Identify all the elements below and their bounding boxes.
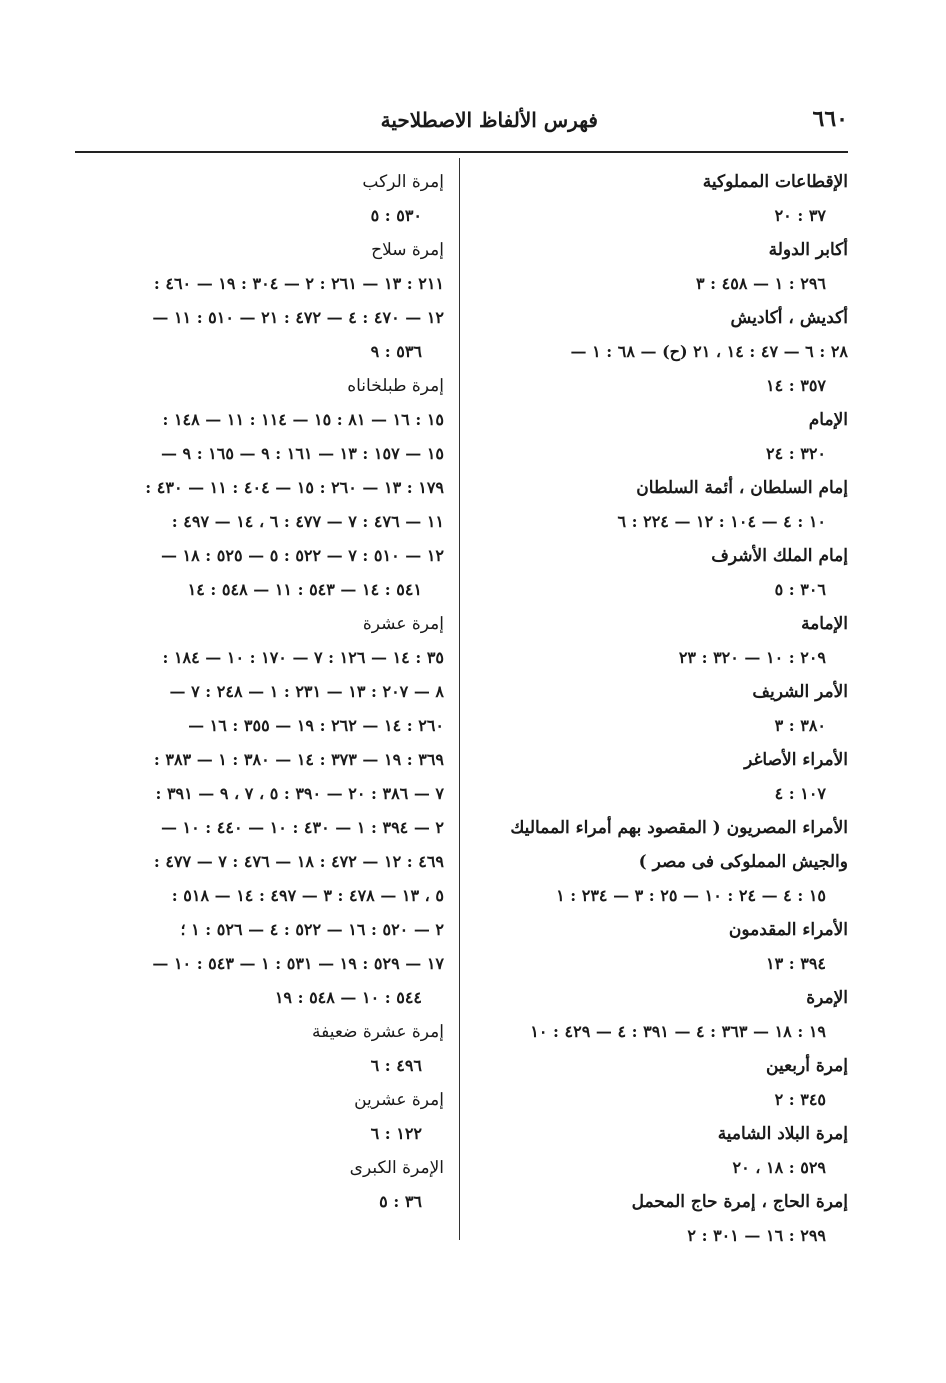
page-reference-line: ٢٩٩ : ١٦ — ٣٠١ : ٢ bbox=[687, 1226, 826, 1245]
page-reference-line: ٥٣٦ : ٩ bbox=[370, 342, 422, 361]
page-reference-line: ٣٨٠ : ٣ bbox=[774, 716, 826, 735]
index-term: الأمراء الأصاغر bbox=[744, 750, 848, 770]
index-column-left bbox=[72, 165, 444, 1219]
page-reference-line: ١٧ — ٥٢٩ : ١٩ — ٥٣١ : ١ — ٥٤٣ : ١٠ — bbox=[152, 954, 444, 973]
index-term: الإمامة bbox=[801, 614, 848, 634]
page-reference-line: ٥٢٩ : ١٨ ، ٢٠ bbox=[732, 1158, 826, 1177]
page-reference-line: ٢١١ : ١٣ — ٢٦١ : ٢ — ٣٠٤ : ١٩ — ٤٦٠ : bbox=[153, 274, 444, 293]
index-entry bbox=[482, 539, 848, 607]
index-entry bbox=[482, 403, 848, 471]
index-term: الأمر الشريف bbox=[752, 682, 848, 702]
page-reference-line: ١٥ : ٤ — ٢٤ : ١٠ — ٢٥ : ٣ — ٢٣٤ : ١ bbox=[556, 886, 826, 905]
index-term: أكابر الدولة bbox=[768, 240, 848, 260]
page-reference-line: ١٧٩ : ١٣ — ٢٦٠ : ١٥ — ٤٠٤ : ١١ — ٤٣٠ : bbox=[145, 478, 444, 497]
index-term: إمرة الحاج ، إمرة حاج المحمل bbox=[631, 1192, 848, 1212]
page-reference-line: ٤٦٩ : ١٢ — ٤٧٢ : ١٨ — ٤٧٦ : ٧ — ٤٧٧ : bbox=[153, 852, 444, 871]
page-reference-line: ١٠٧ : ٤ bbox=[774, 784, 826, 803]
page-reference-line: ٢ — ٣٩٤ : ١ — ٤٣٠ : ١٠ — ٤٤٠ : ١٠ — bbox=[160, 818, 444, 837]
page-reference-line: ١٢٢ : ٦ bbox=[370, 1124, 422, 1143]
index-term: الإمام bbox=[808, 410, 848, 430]
page-reference-line: ١١ — ٤٧٦ : ٧ — ٤٧٧ : ٦ ، ١٤ — ٤٩٧ : bbox=[171, 512, 444, 531]
index-term: إمرة عشرة bbox=[362, 614, 444, 634]
page-reference-line: ١٩ : ١٨ — ٣٦٣ : ٤ — ٣٩١ : ٤ — ٤٢٩ : ١٠ bbox=[530, 1022, 826, 1041]
index-entry bbox=[482, 301, 848, 403]
index-term: إمرة سلاح bbox=[371, 240, 444, 260]
index-entry bbox=[482, 913, 848, 981]
column-divider bbox=[459, 158, 460, 1240]
index-entry bbox=[482, 233, 848, 301]
page-reference-line: ١٠ : ٤ — ١٠٤ : ١٢ — ٢٢٤ : ٦ bbox=[617, 512, 826, 531]
page-reference-line: ١٥ : ١٦ — ٨١ : ١٥ — ١١٤ : ١١ — ١٤٨ : bbox=[162, 410, 444, 429]
page-reference-line: ٣٦٩ : ١٩ — ٣٧٣ : ١٤ — ٣٨٠ : ١ — ٣٨٣ : bbox=[153, 750, 444, 769]
index-term: إمرة عشرين bbox=[354, 1090, 444, 1110]
index-entry bbox=[72, 369, 444, 607]
page-reference-line: ٢٩٦ : ١ — ٤٥٨ : ٣ bbox=[696, 274, 826, 293]
page-reference-line: ٣٧ : ٢٠ bbox=[774, 206, 826, 225]
page-reference-line: ٣٢٠ : ٢٤ bbox=[765, 444, 826, 463]
index-entry bbox=[482, 1049, 848, 1117]
page-reference-line: ٣٤٥ : ٢ bbox=[774, 1090, 826, 1109]
index-entry bbox=[482, 743, 848, 811]
page-reference-line: ٥٣٠ : ٥ bbox=[370, 206, 422, 225]
page-reference-line: ٣٥٧ : ١٤ bbox=[765, 376, 826, 395]
page-reference-line: ٨ — ٢٠٧ : ١٣ — ٢٣١ : ١ — ٢٤٨ : ٧ — bbox=[169, 682, 444, 701]
page-reference-line: ٢٠٩ : ١٠ — ٣٢٠ : ٢٣ bbox=[678, 648, 826, 667]
index-entry bbox=[72, 165, 444, 233]
index-term: إمرة الركب bbox=[362, 172, 444, 192]
index-entry bbox=[482, 165, 848, 233]
page-number: ٦٦٠ bbox=[812, 106, 848, 132]
index-term: الإمرة bbox=[806, 988, 848, 1008]
page-reference-line: ٢ — ٥٢٠ : ١٦ — ٥٢٢ : ٤ — ٥٢٦ : ١ ؛ bbox=[180, 920, 444, 939]
page-reference-line: ٣٩٤ : ١٣ bbox=[765, 954, 826, 973]
index-entry bbox=[482, 471, 848, 539]
index-entry bbox=[482, 1117, 848, 1185]
index-term: الأمراء المقدمون bbox=[728, 920, 848, 940]
index-column-right bbox=[482, 165, 848, 1253]
index-term: إمرة البلاد الشامية bbox=[717, 1124, 848, 1144]
index-entry bbox=[72, 233, 444, 369]
index-term: إمرة طبلخاناه bbox=[347, 376, 444, 396]
index-term: الأمراء المصريون ( المقصود بهم أمراء المماليك والجيش المملوكى فى مصر ) bbox=[510, 818, 848, 872]
page-reference-line: ١٢ — ٥١٠ : ٧ — ٥٢٢ : ٥ — ٥٢٥ : ١٨ — bbox=[160, 546, 444, 565]
page-reference-line: ٢٦٠ : ١٤ — ٢٦٢ : ١٩ — ٣٥٥ : ١٦ — bbox=[188, 716, 444, 735]
index-term: إمام السلطان ، أئمة السلطان bbox=[636, 478, 848, 498]
page-reference-line: ٥٤١ : ١٤ — ٥٤٣ : ١١ — ٥٤٨ : ١٤ bbox=[187, 580, 422, 599]
index-entry bbox=[482, 981, 848, 1049]
index-entry bbox=[482, 607, 848, 675]
index-term: إمرة عشرة ضعيفة bbox=[312, 1022, 444, 1042]
index-term: إمرة أربعين bbox=[766, 1056, 848, 1076]
index-entry bbox=[482, 1185, 848, 1253]
page-reference-line: ٥ ، ١٣ — ٤٧٨ : ٣ — ٤٩٧ : ١٤ — ٥١٨ : bbox=[171, 886, 444, 905]
page-header bbox=[75, 100, 848, 150]
index-term: الإمرة الكبرى bbox=[349, 1158, 444, 1178]
page-reference-line: ١٥ — ١٥٧ : ١٣ — ١٦١ : ٩ — ١٦٥ : ٩ — bbox=[160, 444, 444, 463]
page-reference-line: ٢٨ : ٦ — ٤٧ : ١٤ ، ٢١ (ح) — ٦٨ : ١ — bbox=[570, 342, 848, 361]
header-rule bbox=[75, 151, 848, 153]
index-term: الإقطاعات المملوكية bbox=[702, 172, 848, 192]
index-entry bbox=[72, 1015, 444, 1083]
index-entry bbox=[72, 607, 444, 1015]
page-reference-line: ٣٥ : ١٤ — ١٢٦ : ٧ — ١٧٠ : ١٠ — ١٨٤ : bbox=[162, 648, 444, 667]
index-entry bbox=[482, 675, 848, 743]
index-term: إمام الملك الأشرف bbox=[711, 546, 848, 566]
running-title: فهرس الألفاظ الاصطلاحية bbox=[380, 108, 598, 132]
index-entry bbox=[482, 811, 848, 913]
page-reference-line: ٧ — ٣٨٦ : ٢٠ — ٣٩٠ : ٥ ، ٧ ، ٩ — ٣٩١ : bbox=[155, 784, 444, 803]
page-reference-line: ١٢ — ٤٧٠ : ٤ — ٤٧٢ : ٢١ — ٥١٠ : ١١ — bbox=[152, 308, 444, 327]
page-reference-line: ٥٤٤ : ١٠ — ٥٤٨ : ١٩ bbox=[274, 988, 422, 1007]
index-term: أكديش ، أكاديش bbox=[730, 308, 848, 328]
index-entry bbox=[72, 1083, 444, 1151]
page-reference-line: ٣٦ : ٥ bbox=[379, 1192, 422, 1211]
index-entry bbox=[72, 1151, 444, 1219]
page-reference-line: ٤٩٦ : ٦ bbox=[370, 1056, 422, 1075]
page-reference-line: ٣٠٦ : ٥ bbox=[774, 580, 826, 599]
